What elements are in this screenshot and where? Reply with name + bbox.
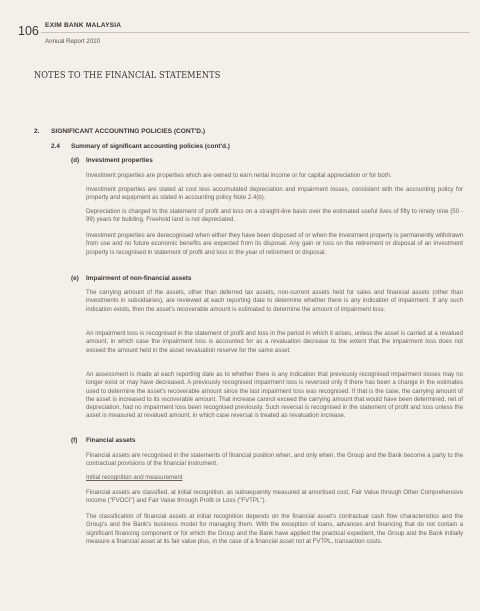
item-e-paragraph-3: An assessment is made at each reporting date as to whether there is any indication that previously recognised impairment losses may no longer exist or may have decreased. A previously recognised impairment loss is reversed only if there has been a change in the estimates used to determine the asset's recoverable amount since the last impairment loss was recognised. If that is the case, the carrying amount of the asset is increased to its recoverable amount. That increase cannot exceed the carrying amount that would have been determined, net of depreciation, had no impairment loss been recognised previously. Such reversal is recognised in the statement of profit and loss unless the asset is measured at revalued amount, in which case reversal is treated as revaluation increase. (86, 371, 463, 420)
item-d-label: (d) (71, 157, 80, 164)
subsection-title: Summary of significant accounting policies (cont'd.) (71, 143, 230, 150)
notes-title: NOTES TO THE FINANCIAL STATEMENTS (34, 70, 221, 81)
item-f-subheading: Initial recognition and measurement (86, 474, 183, 481)
section-title: SIGNIFICANT ACCOUNTING POLICIES (CONT'D.) (51, 128, 206, 135)
item-d-paragraph-2: Investment properties are stated at cost less accumulated depreciation and impairment losses, consistent with the accounting policy for property and equipment as stated in accounting policy Note 2.4(b). (86, 186, 463, 202)
item-f-title: Financial assets (86, 437, 136, 444)
item-f-label: (f) (71, 437, 78, 444)
item-f-paragraph-2: Financial assets are classified, at initial recognition, as subsequently measured at amortised cost, Fair Value through Other Comprehensive Income ("FVOCI") and Fair Value through Profit or Loss ("FVTPL"). (86, 489, 463, 505)
header-divider (41, 32, 470, 33)
subsection-number: 2.4 (51, 143, 60, 150)
item-d-paragraph-4: Investment properties are derecognised when either they have been disposed of or when the investment property is permanently withdrawn from use and no future economic benefits are expected from its disposal. Any gain or loss on the retirement or disposal of an investment property is recognised in statement of profit and loss in the year of retirement or disposal. (86, 232, 463, 256)
item-e-title: Impairment of non-financial assets (86, 275, 192, 282)
item-f-paragraph-1: Financial assets are recognised in the statements of financial position when, and only when, the Group and the Bank become a party to the contractual provisions of the financial instrument. (86, 452, 463, 468)
item-e-paragraph-2: An impairment loss is recognised in the statement of profit and loss in the period in which it arises, unless the asset is carried at a revalued amount, in which case the impairment loss is accounted for as a revaluation decrease to the extent that the impairment loss does not exceed the amount held in the asset revaluation reserve for the same asset. (86, 330, 463, 354)
page-number: 106 (18, 24, 39, 38)
item-e-paragraph-1: The carrying amount of the assets, other than deferred tax assets, non-current assets held for sales and financial assets (other than investments in subsidiaries), are reviewed at each reporting date to determine whether there is any indication of impairment. If any such indication exists, then the asset's recoverable amount is estimated to determine the amount of impairment loss. (86, 289, 463, 313)
section-number: 2. (34, 128, 40, 135)
item-d-paragraph-1: Investment properties are properties which are owned to earn rental income or for capital appreciation or for both. (86, 172, 392, 179)
item-f-paragraph-3: The classification of financial assets at initial recognition depends on the financial asset's contractual cash flow characteristics and the Group's and the Bank's business model for managing them. With the exception of loans, advances and financing that do not contain a significant financing component or for which the Group and the Bank have applied the practical expedient, the Group and the Bank initially measure a financial asset at its fair value plus, in the case of a financial asset not at FVTPL, transaction costs. (86, 513, 463, 545)
item-e-label: (e) (71, 275, 79, 282)
report-title: Annual Report 2020 (45, 38, 101, 45)
item-d-title: Investment properties (86, 157, 153, 164)
item-d-paragraph-3: Depreciation is charged to the statement of profit and loss on a straight-line basis over the estimated useful lives of fifty to ninety nine (50 - 99) years for building. Freehold land is not depreciated. (86, 208, 463, 224)
bank-name: EXIM BANK MALAYSIA (45, 22, 122, 29)
